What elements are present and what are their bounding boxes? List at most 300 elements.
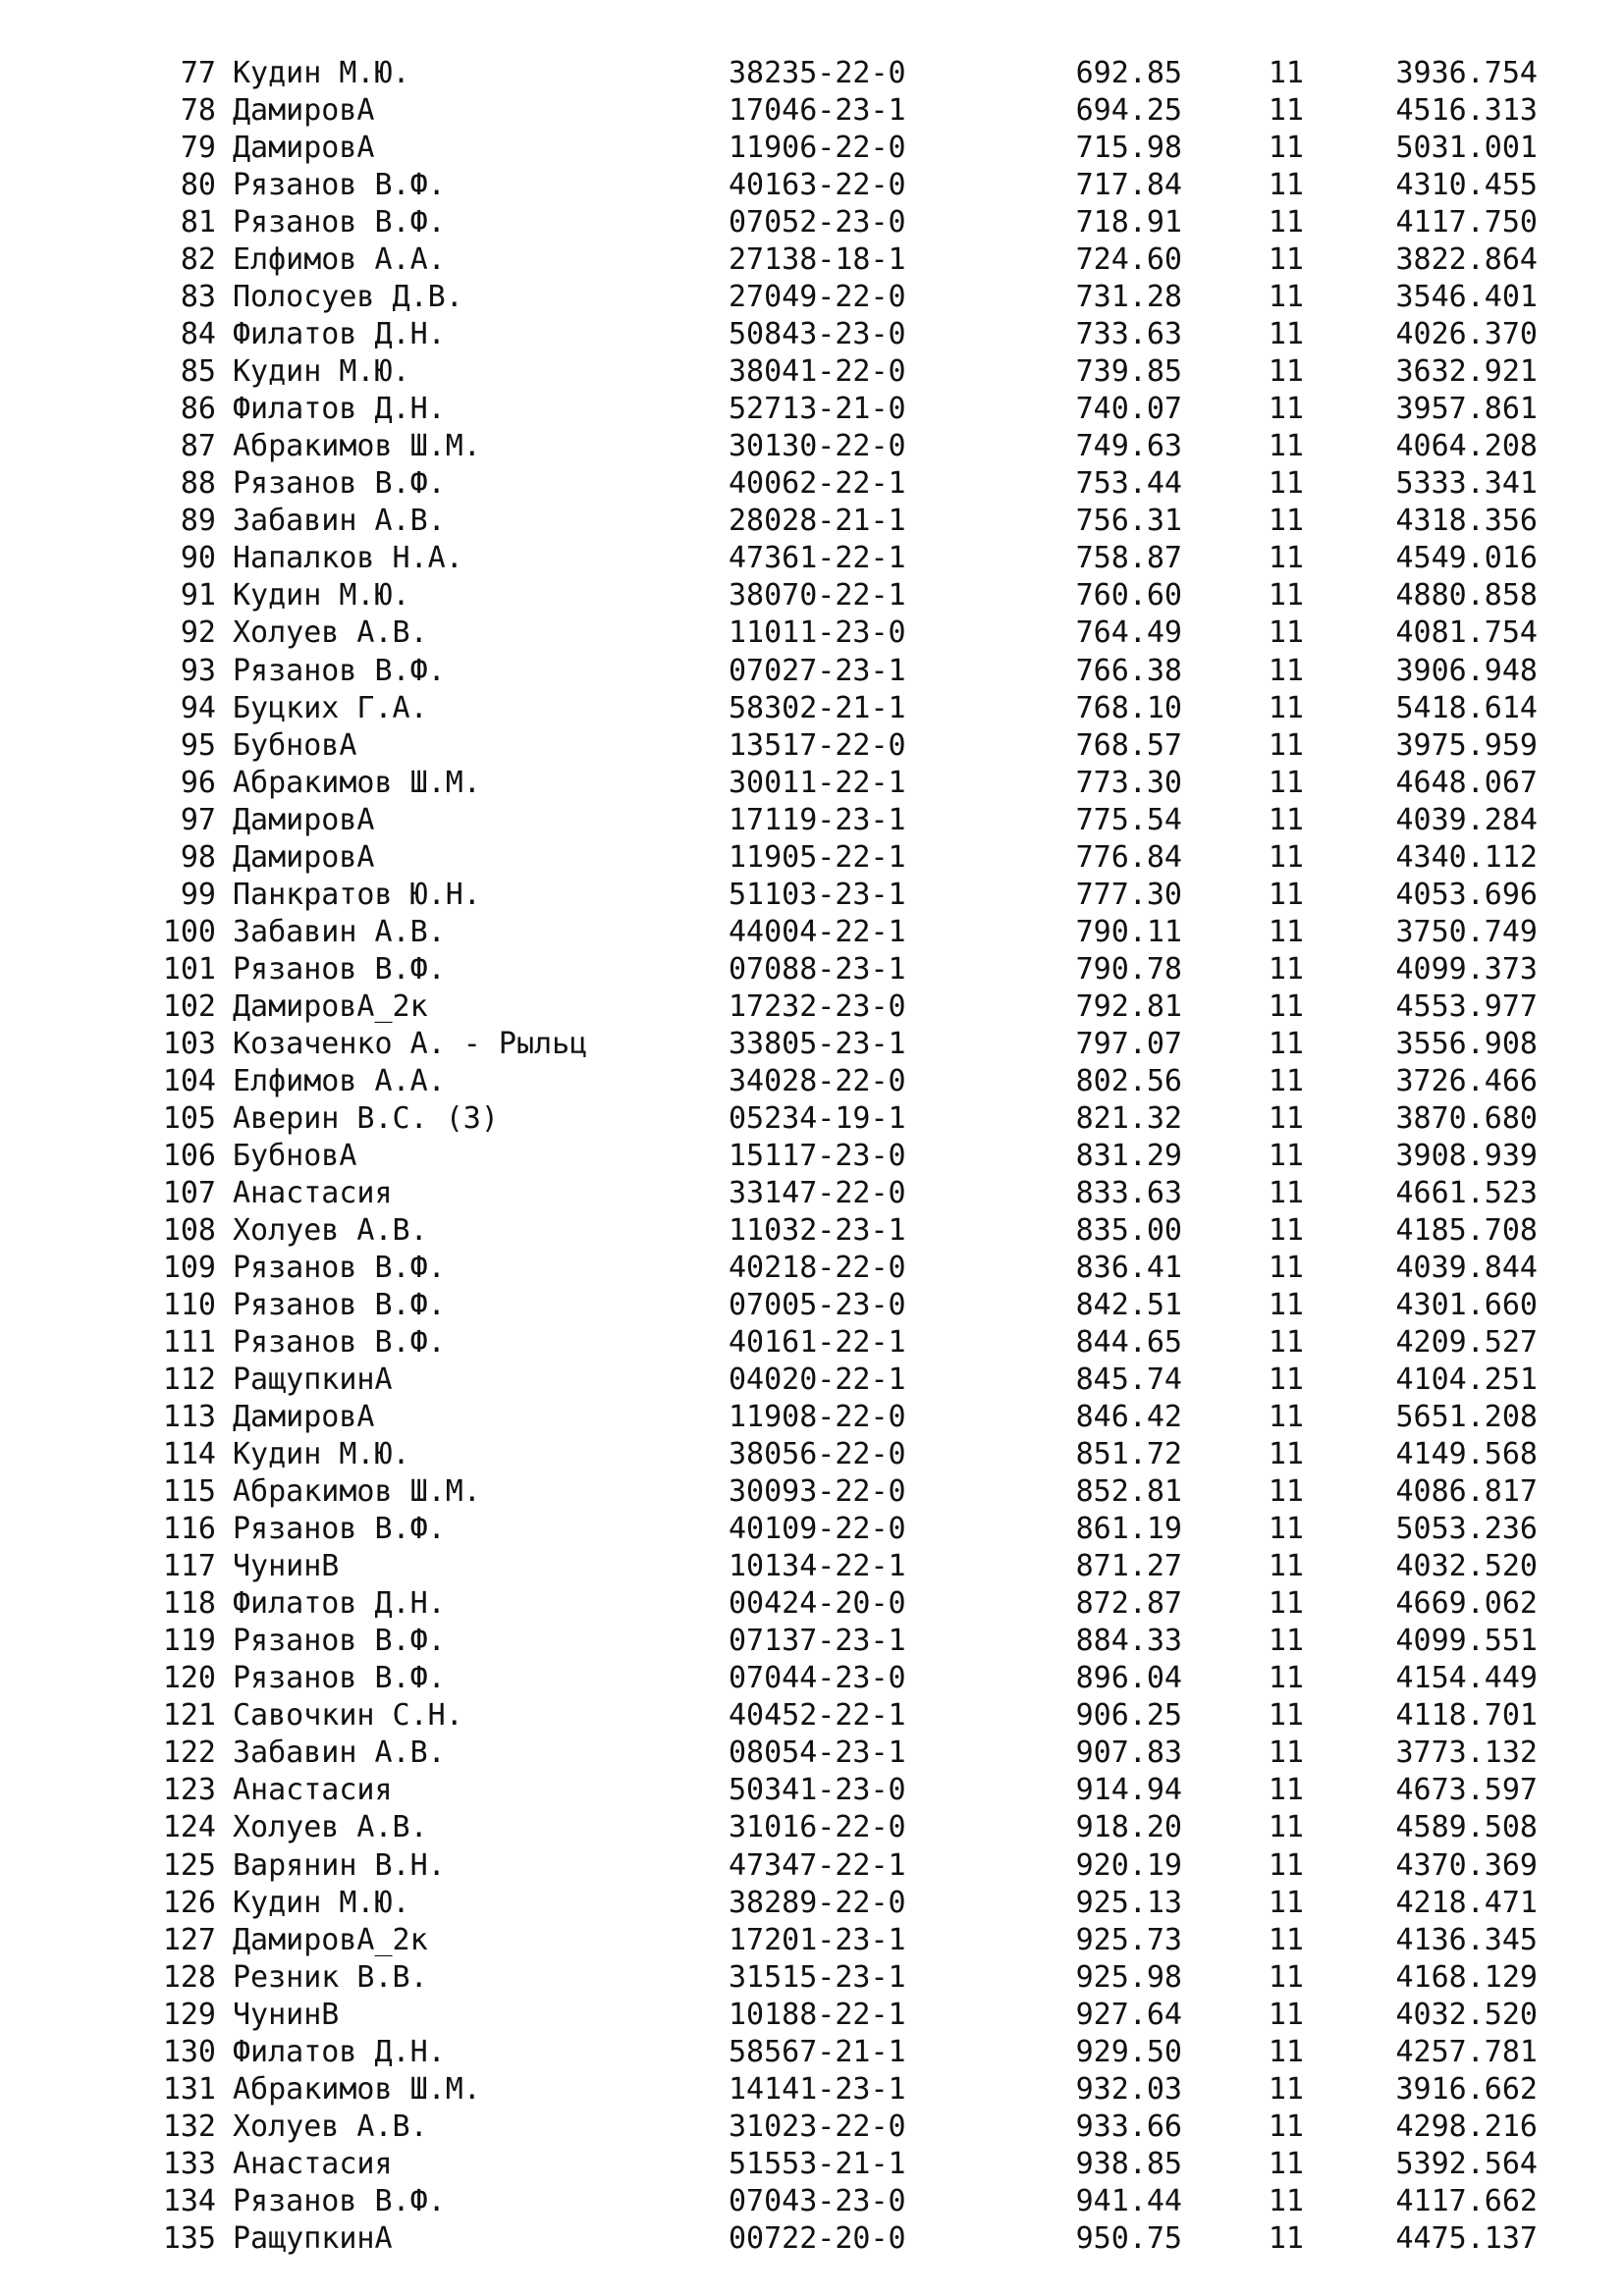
operator-name: Холуев А.В. xyxy=(233,1212,428,1248)
record-code: 47361-22-1 xyxy=(729,541,906,576)
value: 884.33 xyxy=(1075,1624,1182,1659)
count: 11 xyxy=(1268,653,1304,688)
table-row xyxy=(0,503,1624,540)
table-row xyxy=(0,1959,1624,1997)
row-number: 125 xyxy=(162,1847,216,1883)
record-code: 07137-23-1 xyxy=(729,1624,906,1659)
record-code: 07088-23-1 xyxy=(729,951,906,987)
operator-name: Рязанов В.Ф. xyxy=(233,466,446,502)
record-code: 58302-21-1 xyxy=(729,690,906,725)
record-code: 47347-22-1 xyxy=(729,1847,906,1883)
row-number: 91 xyxy=(180,578,216,614)
record-code: 58567-21-1 xyxy=(729,2034,906,2069)
total: 4039.844 xyxy=(1395,1251,1538,1285)
value: 918.20 xyxy=(1075,1810,1182,1845)
total: 4340.112 xyxy=(1395,839,1538,875)
row-number: 97 xyxy=(180,802,216,837)
total: 3822.864 xyxy=(1395,242,1538,278)
table-row xyxy=(0,1287,1624,1324)
row-number: 127 xyxy=(162,1922,216,1957)
operator-name: ЧунинВ xyxy=(233,1997,340,2032)
table-row xyxy=(0,1212,1624,1250)
total: 3870.680 xyxy=(1395,1100,1538,1136)
table-row xyxy=(0,1772,1624,1809)
record-code: 40163-22-0 xyxy=(729,168,906,203)
row-number: 92 xyxy=(180,615,216,651)
table-row xyxy=(0,1175,1624,1212)
total: 3906.948 xyxy=(1395,653,1538,688)
row-number: 133 xyxy=(162,2146,216,2181)
record-code: 15117-23-0 xyxy=(729,1138,906,1173)
table-row xyxy=(0,1362,1624,1399)
table-row xyxy=(0,1511,1624,1548)
table-row xyxy=(0,1063,1624,1100)
table-row xyxy=(0,877,1624,914)
count: 11 xyxy=(1268,1885,1304,1920)
total: 4032.520 xyxy=(1395,1549,1538,1584)
operator-name: Кудин М.Ю. xyxy=(233,354,410,390)
total: 4149.568 xyxy=(1395,1437,1538,1472)
total: 4209.527 xyxy=(1395,1325,1538,1361)
row-number: 134 xyxy=(162,2183,216,2218)
value: 776.84 xyxy=(1075,839,1182,875)
total: 4032.520 xyxy=(1395,1997,1538,2032)
value: 925.73 xyxy=(1075,1922,1182,1957)
total: 4370.369 xyxy=(1395,1847,1538,1883)
operator-name: Филатов Д.Н. xyxy=(233,1586,446,1622)
total: 4475.137 xyxy=(1395,2220,1538,2256)
count: 11 xyxy=(1268,1100,1304,1136)
record-code: 30011-22-1 xyxy=(729,765,906,800)
record-code: 51553-21-1 xyxy=(729,2146,906,2181)
record-code: 04020-22-1 xyxy=(729,1362,906,1398)
total: 4099.373 xyxy=(1395,951,1538,987)
operator-name: ДамировА xyxy=(233,802,375,837)
value: 835.00 xyxy=(1075,1212,1182,1248)
record-code: 07052-23-0 xyxy=(729,205,906,240)
count: 11 xyxy=(1268,1922,1304,1957)
record-code: 40109-22-0 xyxy=(729,1512,906,1547)
value: 790.11 xyxy=(1075,914,1182,949)
operator-name: Рязанов В.Ф. xyxy=(233,1661,446,1696)
operator-name: ДамировА_2к xyxy=(233,988,428,1024)
operator-name: Рязанов В.Ф. xyxy=(233,168,446,203)
operator-name: ДамировА xyxy=(233,1400,375,1435)
table-row xyxy=(0,204,1624,241)
operator-name: Забавин А.В. xyxy=(233,914,446,949)
total: 4053.696 xyxy=(1395,877,1538,912)
total: 4168.129 xyxy=(1395,1959,1538,1995)
operator-name: Савочкин С.Н. xyxy=(233,1698,463,1734)
operator-name: ДамировА xyxy=(233,93,375,129)
value: 718.91 xyxy=(1075,205,1182,240)
record-code: 00424-20-0 xyxy=(729,1586,906,1622)
count: 11 xyxy=(1268,877,1304,912)
value: 768.57 xyxy=(1075,727,1182,763)
record-code: 38056-22-0 xyxy=(729,1437,906,1472)
row-number: 112 xyxy=(162,1362,216,1398)
record-code: 34028-22-0 xyxy=(729,1063,906,1098)
value: 933.66 xyxy=(1075,2109,1182,2144)
count: 11 xyxy=(1268,1251,1304,1285)
row-number: 129 xyxy=(162,1997,216,2032)
value: 821.32 xyxy=(1075,1100,1182,1136)
record-code: 11905-22-1 xyxy=(729,839,906,875)
table-row xyxy=(0,2183,1624,2220)
table-row xyxy=(0,2071,1624,2109)
value: 790.78 xyxy=(1075,951,1182,987)
operator-name: Кудин М.Ю. xyxy=(233,1437,410,1472)
row-number: 77 xyxy=(180,56,216,90)
count: 11 xyxy=(1268,1474,1304,1510)
record-code: 07027-23-1 xyxy=(729,653,906,688)
record-code: 38289-22-0 xyxy=(729,1885,906,1920)
row-number: 126 xyxy=(162,1885,216,1920)
operator-name: Филатов Д.Н. xyxy=(233,392,446,427)
record-code: 17232-23-0 xyxy=(729,988,906,1024)
record-code: 50843-23-0 xyxy=(729,317,906,352)
value: 842.51 xyxy=(1075,1288,1182,1323)
table-row xyxy=(0,92,1624,130)
row-number: 100 xyxy=(162,914,216,949)
operator-name: Холуев А.В. xyxy=(233,615,428,651)
count: 11 xyxy=(1268,2220,1304,2256)
count: 11 xyxy=(1268,168,1304,203)
row-number: 98 xyxy=(180,839,216,875)
row-number: 117 xyxy=(162,1549,216,1584)
value: 896.04 xyxy=(1075,1661,1182,1696)
value: 717.84 xyxy=(1075,168,1182,203)
row-number: 87 xyxy=(180,429,216,464)
record-code: 40452-22-1 xyxy=(729,1698,906,1734)
count: 11 xyxy=(1268,1362,1304,1398)
row-number: 105 xyxy=(162,1100,216,1136)
table-row xyxy=(0,727,1624,765)
total: 4661.523 xyxy=(1395,1175,1538,1210)
value: 925.98 xyxy=(1075,1959,1182,1995)
count: 11 xyxy=(1268,1959,1304,1995)
total: 4185.708 xyxy=(1395,1212,1538,1248)
operator-name: БубновА xyxy=(233,1138,357,1173)
table-row xyxy=(0,2146,1624,2183)
table-row xyxy=(0,1026,1624,1063)
count: 11 xyxy=(1268,1325,1304,1361)
operator-name: ДамировА_2к xyxy=(233,1922,428,1957)
row-number: 102 xyxy=(162,988,216,1024)
table-row xyxy=(0,2109,1624,2146)
row-number: 120 xyxy=(162,1661,216,1696)
table-row xyxy=(0,951,1624,988)
value: 773.30 xyxy=(1075,765,1182,800)
row-number: 130 xyxy=(162,2034,216,2069)
row-number: 94 xyxy=(180,690,216,725)
operator-name: Филатов Д.Н. xyxy=(233,317,446,352)
operator-name: Абракимов Ш.М. xyxy=(233,429,481,464)
total: 4118.701 xyxy=(1395,1698,1538,1734)
record-code: 08054-23-1 xyxy=(729,1735,906,1771)
table-row xyxy=(0,577,1624,614)
operator-name: Резник В.В. xyxy=(233,1959,428,1995)
record-code: 17119-23-1 xyxy=(729,802,906,837)
total: 4136.345 xyxy=(1395,1922,1538,1957)
count: 11 xyxy=(1268,242,1304,278)
record-code: 10134-22-1 xyxy=(729,1549,906,1584)
count: 11 xyxy=(1268,615,1304,651)
count: 11 xyxy=(1268,2183,1304,2218)
count: 11 xyxy=(1268,280,1304,315)
operator-name: Забавин А.В. xyxy=(233,504,446,539)
count: 11 xyxy=(1268,354,1304,390)
operator-name: РащупкинА xyxy=(233,2220,393,2256)
table-row xyxy=(0,353,1624,391)
total: 4669.062 xyxy=(1395,1586,1538,1622)
row-number: 114 xyxy=(162,1437,216,1472)
operator-name: Рязанов В.Ф. xyxy=(233,1325,446,1361)
record-code: 52713-21-0 xyxy=(729,392,906,427)
value: 753.44 xyxy=(1075,466,1182,502)
operator-name: Аверин В.С. (З) xyxy=(233,1100,499,1136)
row-number: 121 xyxy=(162,1698,216,1734)
record-code: 50341-23-0 xyxy=(729,1773,906,1808)
total: 5418.614 xyxy=(1395,690,1538,725)
table-row xyxy=(0,690,1624,727)
total: 4086.817 xyxy=(1395,1474,1538,1510)
value: 925.13 xyxy=(1075,1885,1182,1920)
record-code: 31515-23-1 xyxy=(729,1959,906,1995)
value: 833.63 xyxy=(1075,1175,1182,1210)
count: 11 xyxy=(1268,839,1304,875)
operator-name: Напалков Н.А. xyxy=(233,541,463,576)
count: 11 xyxy=(1268,93,1304,129)
row-number: 79 xyxy=(180,131,216,166)
total: 3556.908 xyxy=(1395,1026,1538,1061)
table-row xyxy=(0,1885,1624,1922)
table-row xyxy=(0,1623,1624,1660)
row-number: 80 xyxy=(180,168,216,203)
operator-name: Анастасия xyxy=(233,1175,393,1210)
total: 4301.660 xyxy=(1395,1288,1538,1323)
value: 766.38 xyxy=(1075,653,1182,688)
value: 941.44 xyxy=(1075,2183,1182,2218)
table-row xyxy=(0,241,1624,279)
count: 11 xyxy=(1268,1138,1304,1173)
operator-name: ДамировА xyxy=(233,839,375,875)
row-number: 111 xyxy=(162,1325,216,1361)
row-number: 106 xyxy=(162,1138,216,1173)
total: 5333.341 xyxy=(1395,466,1538,502)
table-row xyxy=(0,1436,1624,1473)
count: 11 xyxy=(1268,1400,1304,1435)
count: 11 xyxy=(1268,392,1304,427)
value: 920.19 xyxy=(1075,1847,1182,1883)
value: 906.25 xyxy=(1075,1698,1182,1734)
count: 11 xyxy=(1268,317,1304,352)
table-row xyxy=(0,1250,1624,1287)
count: 11 xyxy=(1268,1661,1304,1696)
row-number: 83 xyxy=(180,280,216,315)
row-number: 88 xyxy=(180,466,216,502)
operator-name: БубновА xyxy=(233,727,357,763)
total: 4648.067 xyxy=(1395,765,1538,800)
total: 4064.208 xyxy=(1395,429,1538,464)
table-row xyxy=(0,1138,1624,1175)
total: 4039.284 xyxy=(1395,802,1538,837)
value: 914.94 xyxy=(1075,1773,1182,1808)
total: 4298.216 xyxy=(1395,2109,1538,2144)
row-number: 131 xyxy=(162,2071,216,2107)
operator-name: ЧунинВ xyxy=(233,1549,340,1584)
count: 11 xyxy=(1268,56,1304,90)
value: 733.63 xyxy=(1075,317,1182,352)
row-number: 115 xyxy=(162,1474,216,1510)
count: 11 xyxy=(1268,1288,1304,1323)
operator-name: Рязанов В.Ф. xyxy=(233,1512,446,1547)
record-code: 07005-23-0 xyxy=(729,1288,906,1323)
value: 950.75 xyxy=(1075,2220,1182,2256)
operator-name: Анастасия xyxy=(233,2146,393,2181)
count: 11 xyxy=(1268,466,1304,502)
row-number: 119 xyxy=(162,1624,216,1659)
count: 11 xyxy=(1268,988,1304,1024)
table-row xyxy=(0,167,1624,204)
row-number: 116 xyxy=(162,1512,216,1547)
count: 11 xyxy=(1268,541,1304,576)
value: 756.31 xyxy=(1075,504,1182,539)
operator-name: Филатов Д.Н. xyxy=(233,2034,446,2069)
record-code: 05234-19-1 xyxy=(729,1100,906,1136)
table-row xyxy=(0,316,1624,353)
table-row xyxy=(0,1660,1624,1697)
table-row xyxy=(0,2034,1624,2071)
row-number: 104 xyxy=(162,1063,216,1098)
count: 11 xyxy=(1268,429,1304,464)
record-code: 17046-23-1 xyxy=(729,93,906,129)
count: 11 xyxy=(1268,1175,1304,1210)
value: 872.87 xyxy=(1075,1586,1182,1622)
row-number: 135 xyxy=(162,2220,216,2256)
value: 851.72 xyxy=(1075,1437,1182,1472)
count: 11 xyxy=(1268,1063,1304,1098)
table-row xyxy=(0,540,1624,577)
operator-name: Панкратов Ю.Н. xyxy=(233,877,481,912)
value: 731.28 xyxy=(1075,280,1182,315)
operator-name: Рязанов В.Ф. xyxy=(233,205,446,240)
record-code: 38041-22-0 xyxy=(729,354,906,390)
table-row xyxy=(0,1735,1624,1772)
count: 11 xyxy=(1268,1810,1304,1845)
value: 792.81 xyxy=(1075,988,1182,1024)
record-code: 27049-22-0 xyxy=(729,280,906,315)
table-row xyxy=(0,55,1624,92)
table-row xyxy=(0,391,1624,428)
total: 4516.313 xyxy=(1395,93,1538,129)
count: 11 xyxy=(1268,1735,1304,1771)
record-code: 51103-23-1 xyxy=(729,877,906,912)
record-code: 13517-22-0 xyxy=(729,727,906,763)
total: 4154.449 xyxy=(1395,1661,1538,1696)
row-number: 103 xyxy=(162,1026,216,1061)
row-number: 78 xyxy=(180,93,216,129)
value: 775.54 xyxy=(1075,802,1182,837)
operator-name: Забавин А.В. xyxy=(233,1735,446,1771)
row-number: 124 xyxy=(162,1810,216,1845)
value: 724.60 xyxy=(1075,242,1182,278)
total: 5031.001 xyxy=(1395,131,1538,166)
record-code: 40161-22-1 xyxy=(729,1325,906,1361)
count: 11 xyxy=(1268,914,1304,949)
operator-name: Елфимов А.А. xyxy=(233,1063,446,1098)
count: 11 xyxy=(1268,2109,1304,2144)
row-number: 86 xyxy=(180,392,216,427)
table-row xyxy=(0,1809,1624,1846)
row-number: 107 xyxy=(162,1175,216,1210)
operator-name: Абракимов Ш.М. xyxy=(233,1474,481,1510)
total: 3975.959 xyxy=(1395,727,1538,763)
value: 777.30 xyxy=(1075,877,1182,912)
table-row xyxy=(0,130,1624,167)
row-number: 109 xyxy=(162,1251,216,1285)
count: 11 xyxy=(1268,727,1304,763)
value: 692.85 xyxy=(1075,56,1182,90)
record-code: 17201-23-1 xyxy=(729,1922,906,1957)
count: 11 xyxy=(1268,1624,1304,1659)
total: 4218.471 xyxy=(1395,1885,1538,1920)
value: 844.65 xyxy=(1075,1325,1182,1361)
record-code: 10188-22-1 xyxy=(729,1997,906,2032)
total: 3916.662 xyxy=(1395,2071,1538,2107)
row-number: 95 xyxy=(180,727,216,763)
total: 4310.455 xyxy=(1395,168,1538,203)
operator-name: Холуев А.В. xyxy=(233,1810,428,1845)
table-row xyxy=(0,765,1624,802)
value: 740.07 xyxy=(1075,392,1182,427)
total: 4318.356 xyxy=(1395,504,1538,539)
record-code: 14141-23-1 xyxy=(729,2071,906,2107)
record-code: 40218-22-0 xyxy=(729,1251,906,1285)
row-number: 99 xyxy=(180,877,216,912)
record-code: 28028-21-1 xyxy=(729,504,906,539)
total: 5392.564 xyxy=(1395,2146,1538,2181)
table-row xyxy=(0,465,1624,503)
operator-name: Рязанов В.Ф. xyxy=(233,1251,446,1285)
count: 11 xyxy=(1268,205,1304,240)
count: 11 xyxy=(1268,2146,1304,2181)
table-row xyxy=(0,1922,1624,1959)
table-row xyxy=(0,802,1624,839)
total: 4104.251 xyxy=(1395,1362,1538,1398)
value: 845.74 xyxy=(1075,1362,1182,1398)
operator-name: Рязанов В.Ф. xyxy=(233,1288,446,1323)
total: 3726.466 xyxy=(1395,1063,1538,1098)
row-number: 128 xyxy=(162,1959,216,1995)
value: 802.56 xyxy=(1075,1063,1182,1098)
table-row xyxy=(0,1473,1624,1511)
total: 5053.236 xyxy=(1395,1512,1538,1547)
count: 11 xyxy=(1268,802,1304,837)
table-row xyxy=(0,1997,1624,2034)
record-code: 38070-22-1 xyxy=(729,578,906,614)
count: 11 xyxy=(1268,1698,1304,1734)
record-code: 31023-22-0 xyxy=(729,2109,906,2144)
operator-name: Елфимов А.А. xyxy=(233,242,446,278)
record-code: 11011-23-0 xyxy=(729,615,906,651)
operator-name: РащупкинА xyxy=(233,1362,393,1398)
operator-name: Рязанов В.Ф. xyxy=(233,951,446,987)
total: 4099.551 xyxy=(1395,1624,1538,1659)
table-row xyxy=(0,2220,1624,2258)
table-row xyxy=(0,1100,1624,1138)
total: 4117.750 xyxy=(1395,205,1538,240)
